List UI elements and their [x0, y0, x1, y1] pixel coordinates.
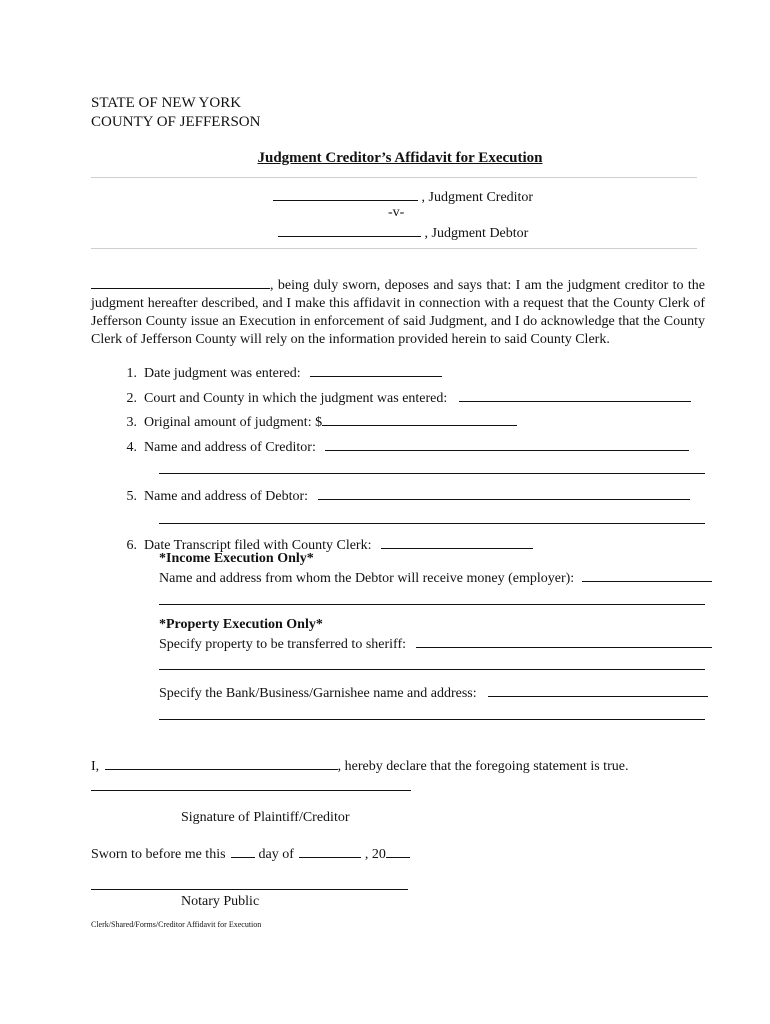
- top-divider: [91, 177, 697, 178]
- debtor-caption-line: [278, 222, 528, 242]
- deponent-name-blank[interactable]: [91, 274, 270, 289]
- signature-blank[interactable]: [91, 790, 411, 791]
- creditor-caption-line: [273, 186, 533, 206]
- item-4: [117, 436, 689, 456]
- intro-text: , being duly sworn, deposes and says that: I am the judgment creditor to the judgment hereafter described, and I make this affidavit in connection with a request that the County Clerk of Jefferson County issue an Execution in enforcement of said Judgment, and I do acknowledge that the County Clerk of Jefferson County will rely on the information provided herein to said County Clerk.: [91, 278, 705, 347]
- employer-label: Name and address from whom the Debtor will receive money (employer):: [159, 571, 575, 586]
- sworn-year-blank[interactable]: [386, 843, 410, 858]
- property-blank[interactable]: [416, 633, 712, 648]
- garnishee-line: [159, 682, 708, 702]
- sworn-day-blank[interactable]: [231, 843, 255, 858]
- property-line: [159, 633, 712, 653]
- notary-label: Notary Public: [181, 894, 260, 909]
- income-execution-heading: *Income Execution Only*: [159, 551, 314, 566]
- item-number: 3.: [126, 415, 137, 430]
- employer-line: [159, 567, 712, 587]
- declaration-suffix: , hereby declare that the foregoing statement is true.: [337, 759, 629, 774]
- signature-label: Signature of Plaintiff/Creditor: [181, 810, 350, 825]
- item-2: [117, 387, 691, 407]
- property-blank-2[interactable]: [159, 669, 705, 670]
- bottom-divider: [91, 248, 697, 249]
- property-execution-heading: *Property Execution Only*: [159, 617, 323, 632]
- item-label: Date Transcript filed with County Clerk:: [144, 538, 372, 553]
- item-label: Name and address of Debtor:: [144, 489, 309, 504]
- creditor-address-blank-2[interactable]: [159, 473, 705, 474]
- garnishee-label: Specify the Bank/Business/Garnishee name and address:: [159, 686, 477, 701]
- employer-blank[interactable]: [582, 567, 712, 582]
- county-heading: COUNTY OF JEFFERSON: [91, 114, 261, 130]
- creditor-name-blank[interactable]: [273, 186, 418, 201]
- item-number: 2.: [126, 391, 137, 406]
- versus-label: -v-: [388, 205, 405, 220]
- court-county-blank[interactable]: [459, 387, 691, 402]
- notary-signature-blank[interactable]: [91, 889, 408, 890]
- debtor-address-blank[interactable]: [318, 485, 690, 500]
- state-heading: STATE OF NEW YORK: [91, 95, 242, 111]
- garnishee-blank[interactable]: [488, 682, 708, 697]
- creditor-caption-label: , Judgment Creditor: [421, 190, 534, 205]
- item-number: 4.: [126, 440, 137, 455]
- declaration-prefix: I,: [91, 759, 100, 774]
- sworn-text-a: Sworn to before me this: [91, 847, 226, 862]
- item-label: Original amount of judgment: $: [144, 415, 323, 430]
- sworn-line: [91, 843, 410, 863]
- item-number: 6.: [126, 538, 137, 553]
- item-number: 5.: [126, 489, 137, 504]
- debtor-caption-label: , Judgment Debtor: [424, 226, 529, 241]
- item-label: Name and address of Creditor:: [144, 440, 316, 455]
- intro-paragraph: [91, 274, 705, 349]
- item-label: Court and County in which the judgment was entered:: [144, 391, 448, 406]
- garnishee-blank-2[interactable]: [159, 719, 705, 720]
- declaration-line: [91, 755, 628, 775]
- employer-blank-2[interactable]: [159, 604, 705, 605]
- footer-path: Clerk/Shared/Forms/Creditor Affidavit for Execution: [91, 920, 262, 929]
- creditor-address-blank[interactable]: [325, 436, 689, 451]
- item-1: [117, 362, 442, 382]
- sworn-month-blank[interactable]: [299, 843, 361, 858]
- transcript-date-blank[interactable]: [381, 534, 533, 549]
- declarant-name-blank[interactable]: [105, 755, 338, 770]
- sworn-text-c: , 20: [364, 847, 386, 862]
- property-label: Specify property to be transferred to sheriff:: [159, 637, 406, 652]
- item-5: [117, 485, 690, 505]
- item-3: [117, 411, 517, 431]
- form-title: Judgment Creditor’s Affidavit for Execution: [257, 150, 543, 166]
- judgment-amount-blank[interactable]: [322, 411, 517, 426]
- sworn-text-b: day of: [258, 847, 294, 862]
- item-number: 1.: [126, 366, 137, 381]
- judgment-date-blank[interactable]: [310, 362, 442, 377]
- item-label: Date judgment was entered:: [144, 366, 301, 381]
- debtor-name-blank[interactable]: [278, 222, 421, 237]
- debtor-address-blank-2[interactable]: [159, 523, 705, 524]
